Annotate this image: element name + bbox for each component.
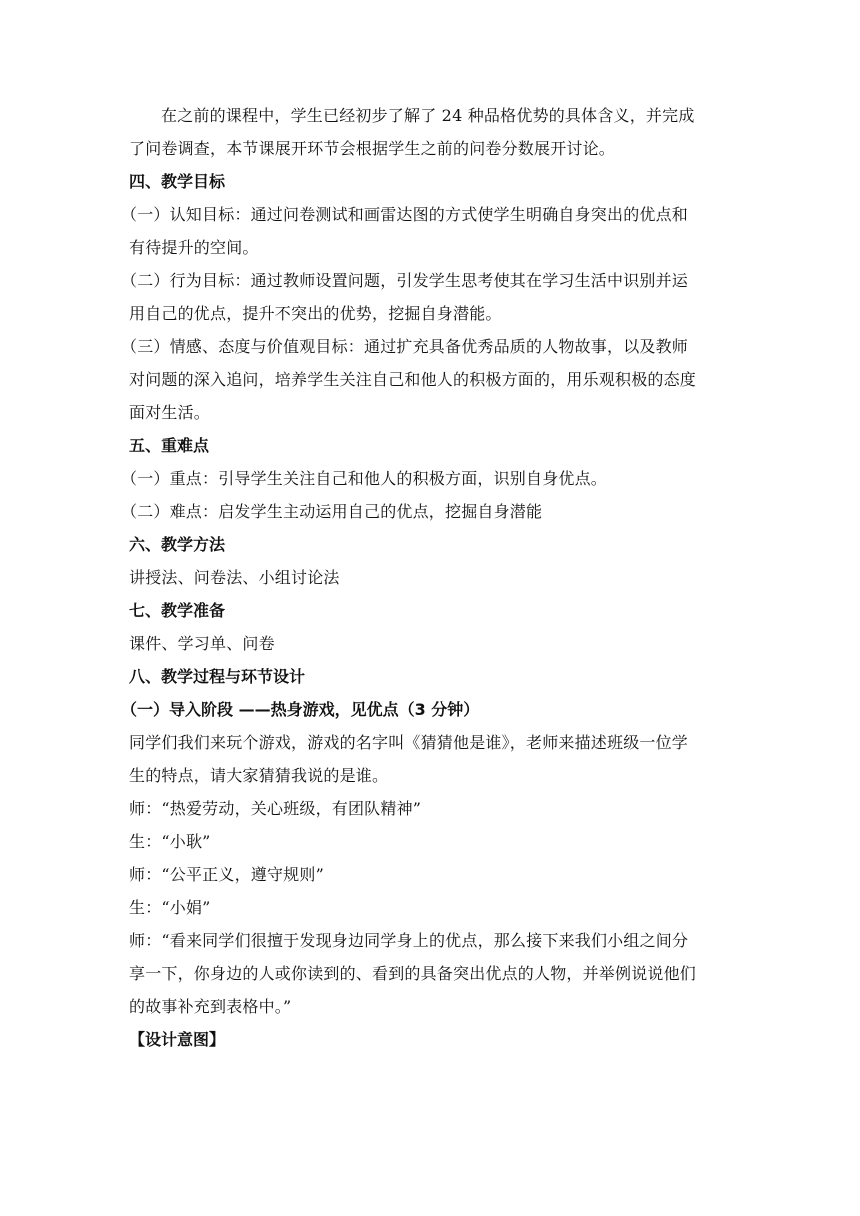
- dialogue-line-1: 师：“热爱劳动，关心班级，有团队精神”: [129, 799, 422, 818]
- dialogue-line-3: 师：“公平正义，遵守规则”: [129, 865, 324, 884]
- methods-text: 讲授法、问卷法、小组讨论法: [129, 568, 340, 587]
- dialogue-line-2: 生：“小耿”: [129, 832, 211, 851]
- section-heading-methods: 六、教学方法: [129, 535, 226, 554]
- closing-line-1: 师：“看来同学们很擅于发现身边同学身上的优点，那么接下来我们小组之间分: [129, 931, 689, 950]
- behavior-goal-line-2: 用自己的优点，提升不突出的优势，挖掘自身潜能。: [129, 304, 502, 323]
- key-point-focus: （一）重点：引导学生关注自己和他人的积极方面，识别自身优点。: [121, 469, 608, 488]
- intro-line-1: 在之前的课程中，学生已经初步了解了 24 种品格优势的具体含义，并完成: [161, 106, 695, 125]
- affect-goal-line-1: （三）情感、态度与价值观目标：通过扩充具备优秀品质的人物故事，以及教师: [121, 337, 689, 356]
- cognitive-goal-line-2: 有待提升的空间。: [129, 238, 259, 257]
- section-heading-process: 八、教学过程与环节设计: [129, 667, 306, 686]
- closing-line-2: 享一下，你身边的人或你读到的、看到的具备突出优点的人物，并举例说说他们: [129, 964, 697, 983]
- section-heading-teaching-goals: 四、教学目标: [129, 172, 226, 191]
- design-intent-heading: 【设计意图】: [129, 1030, 226, 1049]
- affect-goal-line-3: 面对生活。: [129, 403, 211, 422]
- document-body: [121, 99, 731, 1056]
- closing-line-3: 的故事补充到表格中。”: [129, 997, 292, 1016]
- cognitive-goal-line-1: （一）认知目标：通过问卷测试和画雷达图的方式使学生明确自身突出的优点和: [121, 205, 689, 224]
- affect-goal-line-2: 对问题的深入追问，培养学生关注自己和他人的积极方面的，用乐观积极的态度: [129, 370, 697, 389]
- behavior-goal-line-1: （二）行为目标：通过教师设置问题，引发学生思考使其在学习生活中识别并运: [121, 271, 689, 290]
- stage-1-heading: （一）导入阶段 ——热身游戏，见优点（3 分钟）: [121, 700, 480, 719]
- dialogue-line-4: 生：“小娟”: [129, 898, 211, 917]
- section-heading-preparation: 七、教学准备: [129, 601, 226, 620]
- preparation-text: 课件、学习单、问卷: [129, 634, 275, 653]
- game-intro-line-2: 生的特点，请大家猜猜我说的是谁。: [129, 766, 389, 785]
- section-heading-key-points: 五、重难点: [129, 436, 210, 455]
- intro-line-2: 了问卷调查，本节课展开环节会根据学生之前的问卷分数展开讨论。: [129, 139, 616, 158]
- game-intro-line-1: 同学们我们来玩个游戏，游戏的名字叫《猜猜他是谁》，老师来描述班级一位学: [129, 733, 689, 752]
- key-point-difficulty: （二）难点：启发学生主动运用自己的优点，挖掘自身潜能: [121, 502, 543, 521]
